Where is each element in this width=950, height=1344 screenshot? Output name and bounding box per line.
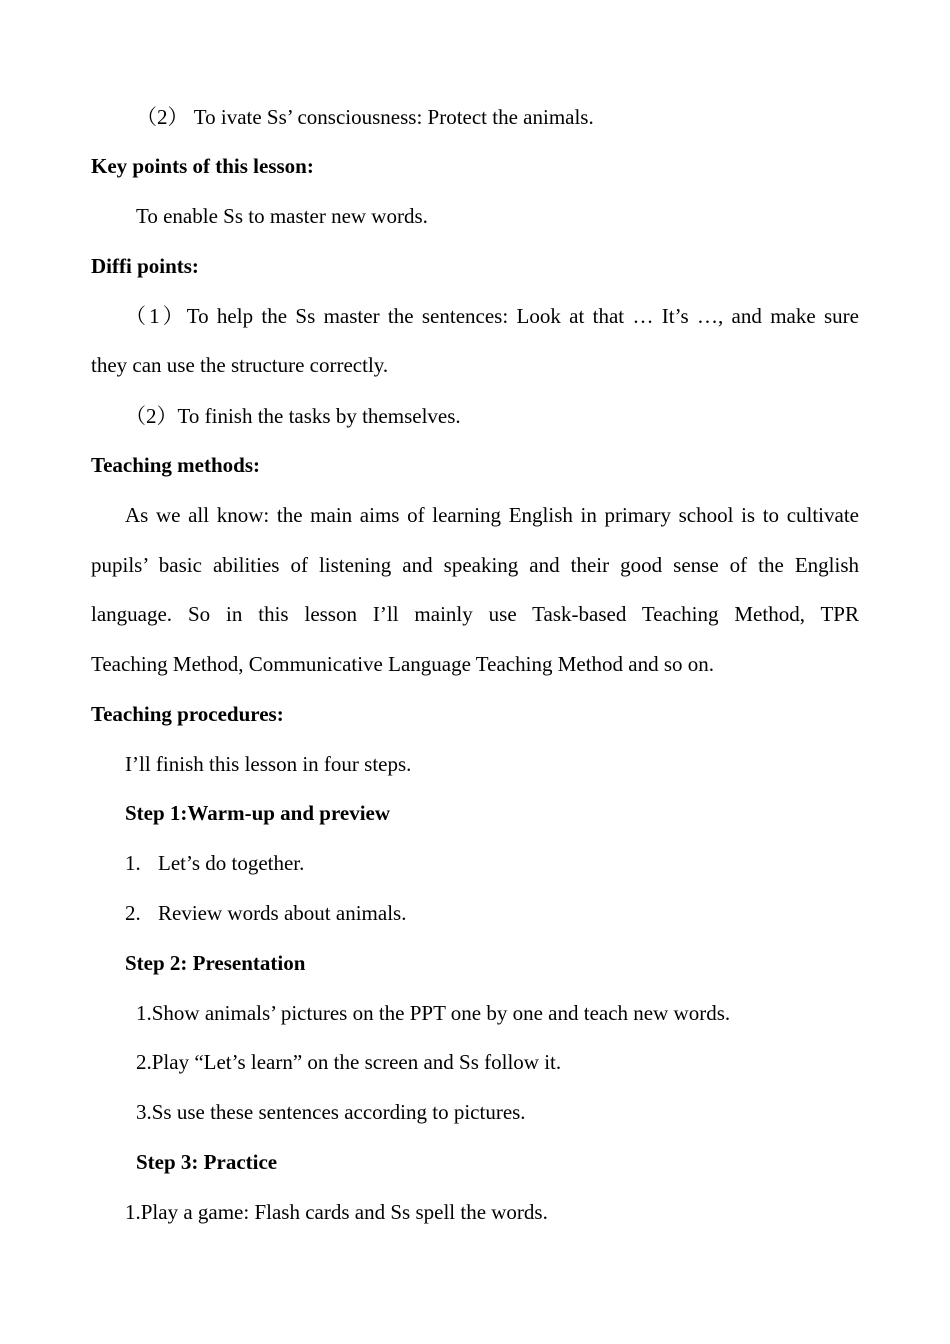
- objective-2: （2） To ivate Ss’ consciousness: Protect the animals.: [136, 105, 594, 129]
- teaching-methods-line-3: language. So in this lesson I’ll mainly use Task-based Teaching Method, TPR: [91, 602, 859, 626]
- step-3-item: 1.Play a game: Flash cards and Ss spell the words.: [125, 1200, 548, 1224]
- step-2-item: 2.Play “Let’s learn” on the screen and Ss follow it.: [136, 1050, 562, 1074]
- list-number: 2.: [125, 901, 141, 925]
- key-points-heading: Key points of this lesson:: [91, 154, 314, 178]
- step-2-heading: Step 2: Presentation: [125, 951, 306, 975]
- teaching-methods-line-4: Teaching Method, Communicative Language Teaching Method and so on.: [91, 652, 715, 676]
- difficult-point-1-line-1: （1）To help the Ss master the sentences: Look at that … It’s …, and make sure: [125, 304, 859, 328]
- teaching-methods-line-1: As we all know: the main aims of learning English in primary school is to cultivate: [125, 503, 859, 527]
- step-3-heading: Step 3: Practice: [136, 1150, 278, 1174]
- step-2-item: 1.Show animals’ pictures on the PPT one by one and teach new words.: [136, 1001, 731, 1025]
- teaching-procedures-heading: Teaching procedures:: [91, 702, 284, 726]
- step-1-item: [125, 849, 304, 877]
- list-item-text: Review words about animals.: [158, 901, 407, 925]
- difficult-point-2: （2）To finish the tasks by themselves.: [125, 404, 461, 428]
- list-item-text: Let’s do together.: [158, 851, 305, 875]
- step-1-heading: Step 1:Warm-up and preview: [125, 801, 391, 825]
- difficult-point-1-line-2: they can use the structure correctly.: [91, 353, 389, 377]
- teaching-methods-line-2: pupils’ basic abilities of listening and speaking and their good sense of the English: [91, 553, 859, 577]
- list-number: 1.: [125, 851, 141, 875]
- teaching-methods-heading: Teaching methods:: [91, 453, 260, 477]
- key-points-text: To enable Ss to master new words.: [136, 204, 428, 228]
- difficult-points-heading: Diffi points:: [91, 254, 199, 278]
- procedures-intro: I’ll finish this lesson in four steps.: [125, 752, 412, 776]
- step-2-item: 3.Ss use these sentences according to pictures.: [136, 1100, 526, 1124]
- step-1-item: [125, 899, 406, 927]
